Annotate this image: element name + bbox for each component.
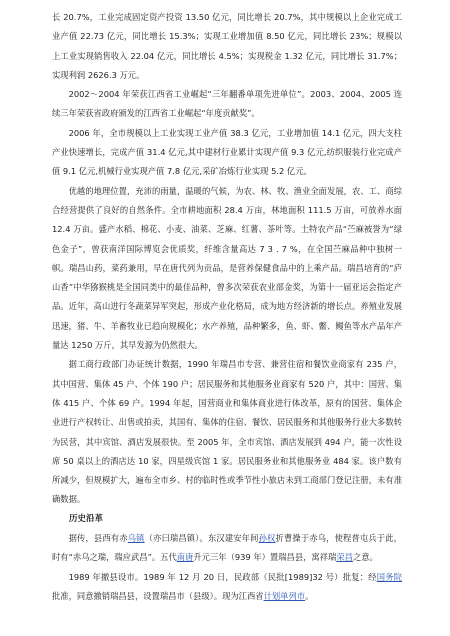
text-run: 批准，同意撤销瑞昌县，设置瑞昌市（县级）。现为江西省 [52,590,264,601]
wiki-link[interactable]: 乌镇 [127,533,145,544]
paragraph [52,124,402,182]
paragraph [52,85,402,124]
text-run: 1989 年撤县设市。1989 年 12 月 20 日，民政部（民批[1989]32 号）批复：经 [68,571,377,582]
paragraph [52,355,402,509]
section-heading [52,510,402,529]
text-run: 2006 年，全市规模以上工业实现工业产值 38.3 亿元，工业增加值 14.1 亿元，四大支柱产业快速增长，完成产值 31.4 亿元,其中建材行业累计实现产值 9.3 亿元,纺织服装行业完成产值 9.1 亿元,机械行业实现产值 7.8 亿元,采矿冶炼行业实现 5.2 亿元。 [52,127,402,177]
paragraph [52,529,402,568]
paragraph [52,8,402,85]
text-run: 据工商行政部门办证统计数据，1990 年瑞昌市专营、兼营住宿和餐饮业商家有 235 户，其中国营、集体 45 户、个体 190 户；居民服务和其他服务业商家有 520 户，其中：国营、集体 415 户、个体 69 户。1994 年起，国营商业和集体商业进行体改革，原有的国营、集体企业进行产权转让、出售或拍卖，其国有、集体的住宿、餐饮、居民服务和其他服务行业大多数转为民营，其中宾馆、酒店发展很快。至 2005 年，全市宾馆、酒店发展到 494 户，能一次性设席 50 桌以上的酒店达 10 家，四星级宾馆 1 家。居民服务业和其他服务业 484 家。该户数有所减少，但规模扩大，遍布全市乡、村的临时性或季节性小旅店未到工商部门登记注册，未有准确数据。 [52,359,402,505]
text-run: 优越的地理位置，充沛的雨量，温暖的气候，为农、林、牧、渔业全面发展，农、工、商综合经营提供了良好的自然条件。全市耕地面积 28.4 万亩，林地面积 111.5 万亩，可放养水面 12.4 万亩。盛产水稻、棉花、小麦、油菜、芝麻、红薯、茶叶等。土特农产品“苎麻被誉为“绿色金子”，曾获南洋国际博览会优质奖，纤维含量高达 7 3 . 7 %，在全国苎麻品种中独树一帜。瑞昌山药，菜药兼用，早在唐代列为贡品，是营养保健食品中的上乘产品。瑞昌培育的“庐山香”中华猕猴桃是全国同类中的最佳品种，曾多次荣获农业部金奖，为第十一届亚运会指定产品。近年，高山进行冬蔬菜异军突起，形成产业化格局，成为地方经济新的增长点。养殖业发展迅速，猪、牛、羊畜牧业已趋向规模化；水产养殖，品种繁多，鱼、虾、鳖、鳗鱼等水产品年产量达 1250 万斤，其早发源为仍然很大。 [52,185,402,351]
text-run: （亦曰瑞昌镇）。东汉建安年间 [144,533,259,544]
text-run: 历史沿革 [69,513,104,524]
text-run: 折曹操于赤乌，使程普屯兵于此，时有“赤乌之瑞，瑞应武昌”。五代 [52,533,402,563]
paragraph [52,182,402,356]
text-run: 据传，县西有赤 [68,533,128,544]
text-run: 2002～2004 年荣获江西省工业崛起“三年翻番单项先进单位”。2003、2004、2005 连续三年荣获省政府颁发的江西省工业崛起“年度贡献奖”。 [52,89,402,119]
wiki-link[interactable]: 计划单列市 [263,590,306,601]
wiki-link[interactable]: 国务院 [376,571,402,582]
wiki-link[interactable]: 孙权 [258,533,276,544]
text-run: 升元三年（939 年）置瑞昌县，寓祥瑞 [193,552,337,563]
text-run: 长 20.7%，工业完成固定资产投资 13.50 亿元，同比增长 20.7%，其中规模以上企业完成工业产值 22.73 亿元，同比增长 15.3%；实现工业增加值 8.50 亿元，同比增长 23%；规模以上工业实现销售收入 22.04 亿元，同比增长 4.5%；实现税金 1.32 亿元，同比增长 31.7%；实现利润 2626.3 万元。 [52,12,402,80]
document-body [52,8,402,606]
text-run: 。 [305,590,314,601]
wiki-link[interactable]: 荣昌 [336,552,353,563]
paragraph [52,568,402,607]
text-run: 之意。 [352,552,378,563]
wiki-link[interactable]: 南唐 [176,552,194,563]
